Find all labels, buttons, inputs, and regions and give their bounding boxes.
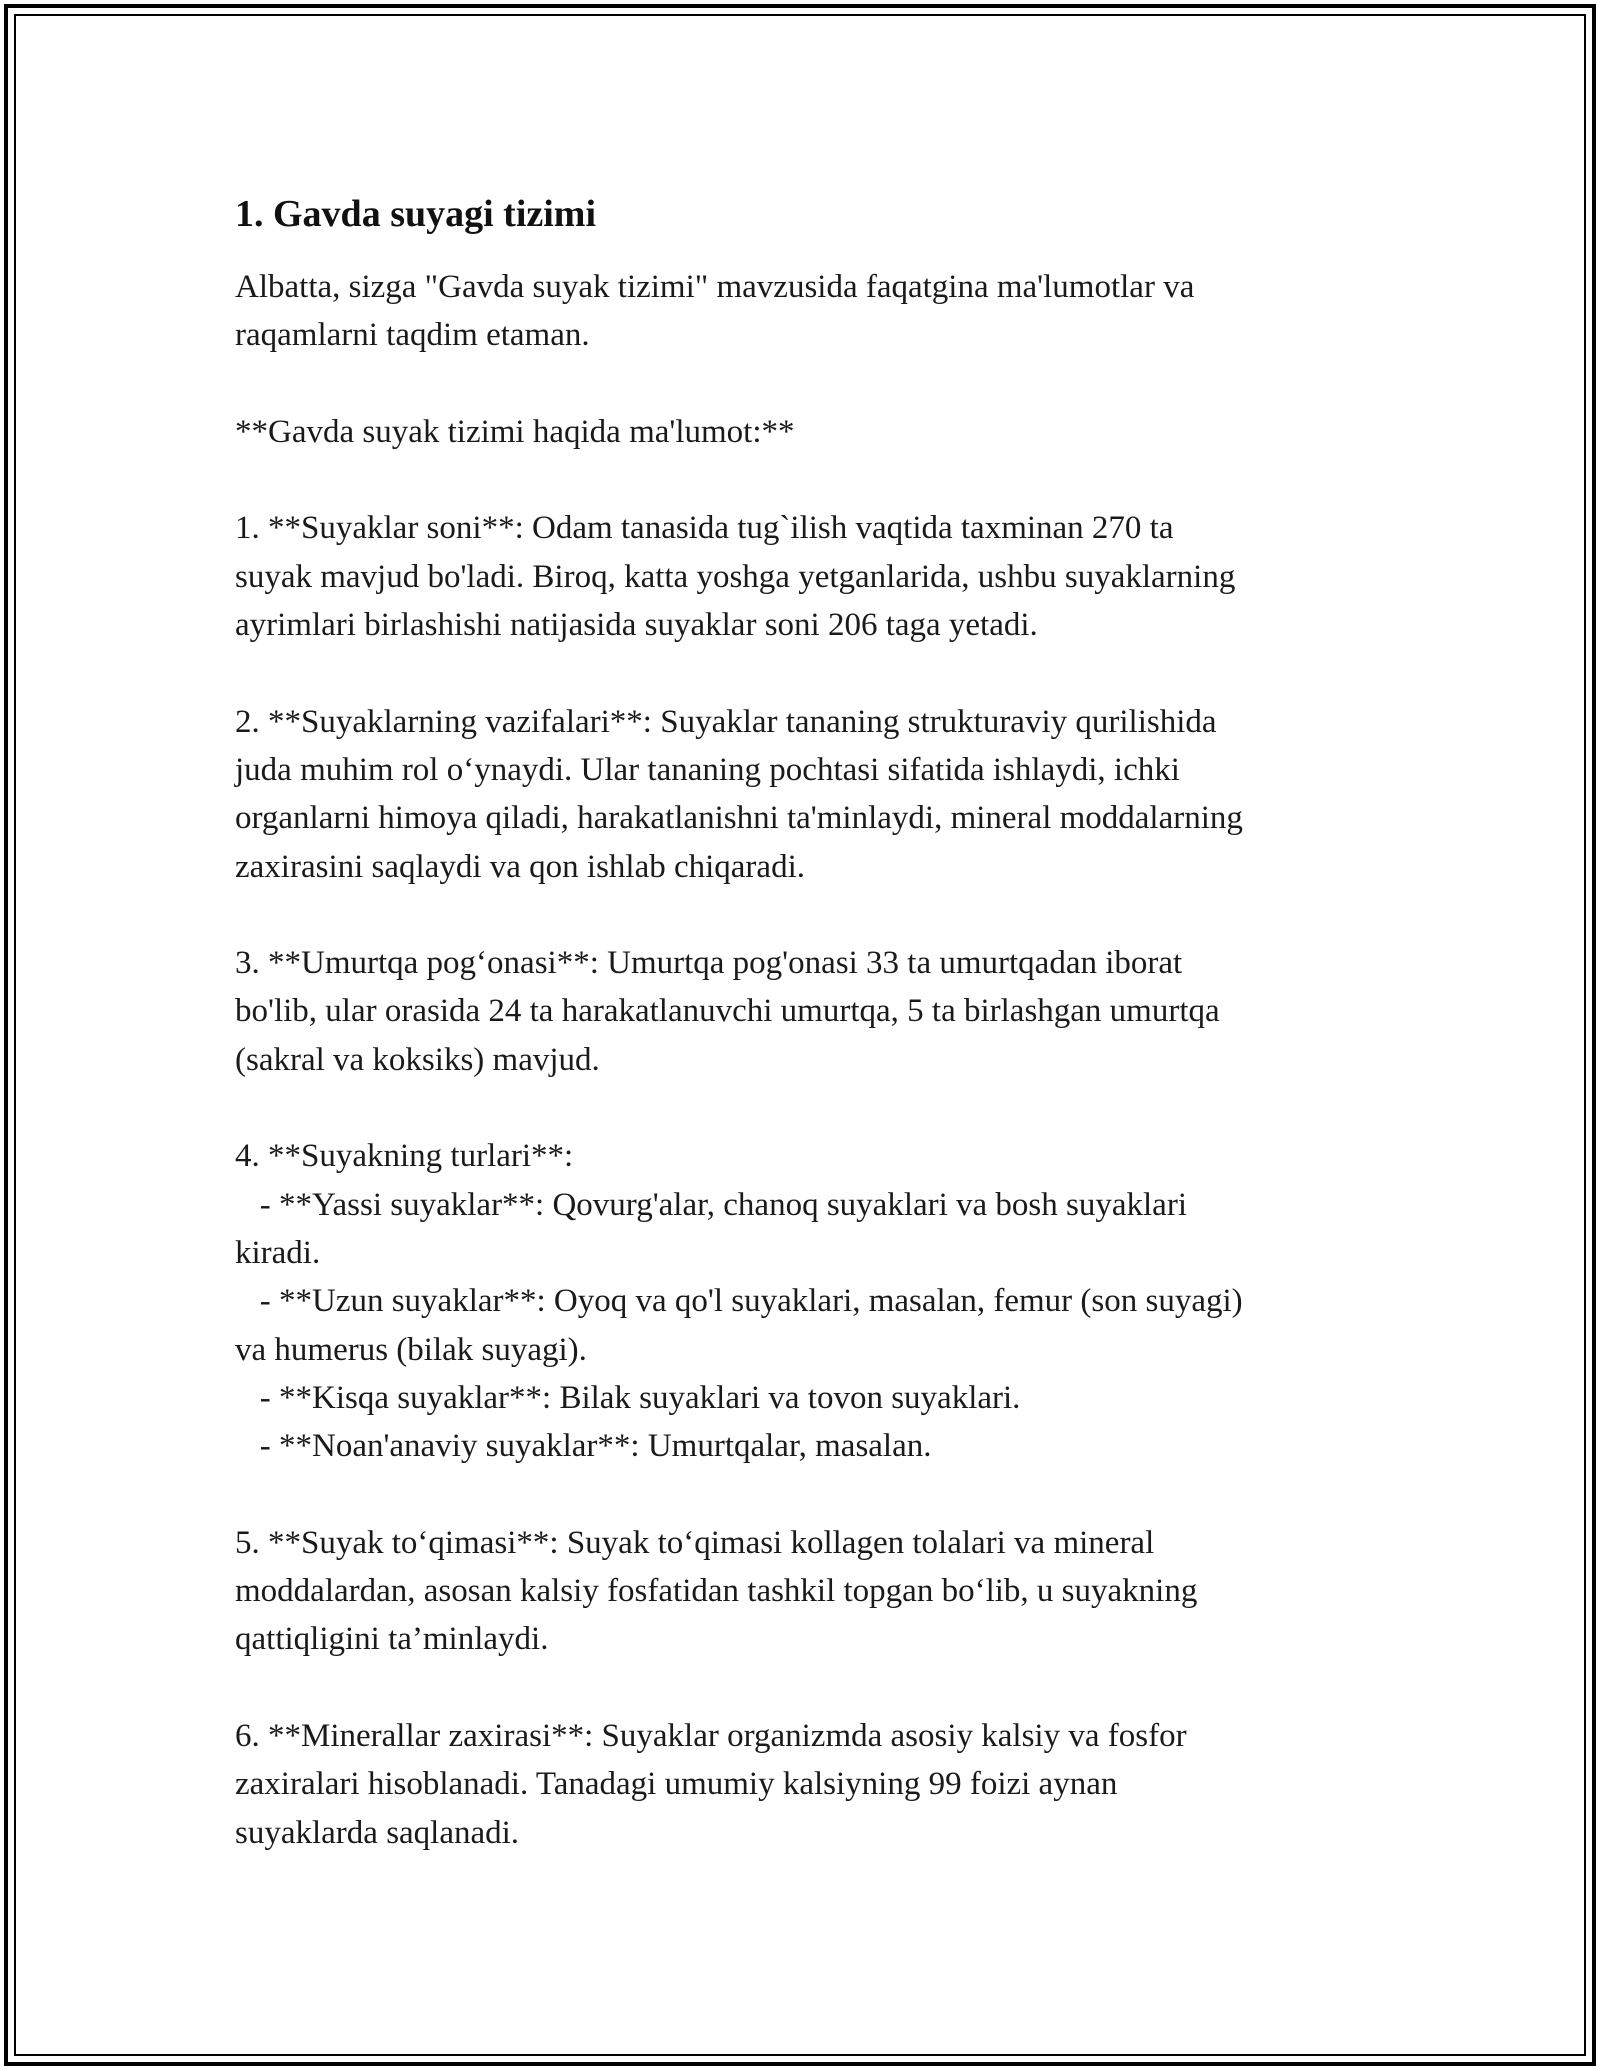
document-title: 1. Gavda suyagi tizimi <box>235 193 597 235</box>
document-content <box>235 185 1385 1857</box>
document-body: Albatta, sizga "Gavda suyak tizimi" mavzusida faqatgina ma'lumotlar va raqamlarni taqdim etaman. **Gavda suyak tizimi haqida ma'lumot:** 1. **Suyaklar soni**: Odam tanasida tug`ilish vaqtida taxminan 270 ta suyak mavjud bo'ladi. Biroq, katta yoshga yetganlarida, ushbu suyaklarning ayrimlari birlashishi natijasida suyaklar soni 206 taga yetadi. 2. **Suyaklarning vazifalari**: Suyaklar tananing strukturaviy qurilishida juda muhim rol o‘ynaydi. Ular tananing pochtasi sifatida ishlaydi, ichki organlarni himoya qiladi, harakatlanishni ta'minlaydi, mineral moddalarning zaxirasini saqlaydi va qon ishlab chiqaradi. 3. **Umurtqa pog‘onasi**: Umurtqa pog'onasi 33 ta umurtqadan iborat bo'lib, ular orasida 24 ta harakatlanuvchi umurtqa, 5 ta birlashgan umurtqa (sakral va koksiks) mavjud. 4. **Suyakning turlari**: - **Yassi suyaklar**: Qovurg'alar, chanoq suyaklari va bosh suyaklari kiradi. - **Uzun suyaklar**: Oyoq va qo'l suyaklari, masalan, femur (son suyagi) va humerus (bilak suyagi). - **Kisqa suyaklar**: Bilak suyaklari va tovon suyaklari. - **Noan'anaviy suyaklar**: Umurtqalar, masalan. 5. **Suyak to‘qimasi**: Suyak to‘qimasi kollagen tolalari va mineral moddalardan, asosan kalsiy fosfatidan tashkil topgan bo‘lib, u suyakning qattiqligini ta’minlaydi. 6. **Minerallar zaxirasi**: Suyaklar organizmda asosiy kalsiy va fosfor zaxiralari hisoblanadi. Tanadagi umumiy kalsiyning 99 foizi aynan suyaklarda saqlanadi. <box>235 269 1243 1851</box>
